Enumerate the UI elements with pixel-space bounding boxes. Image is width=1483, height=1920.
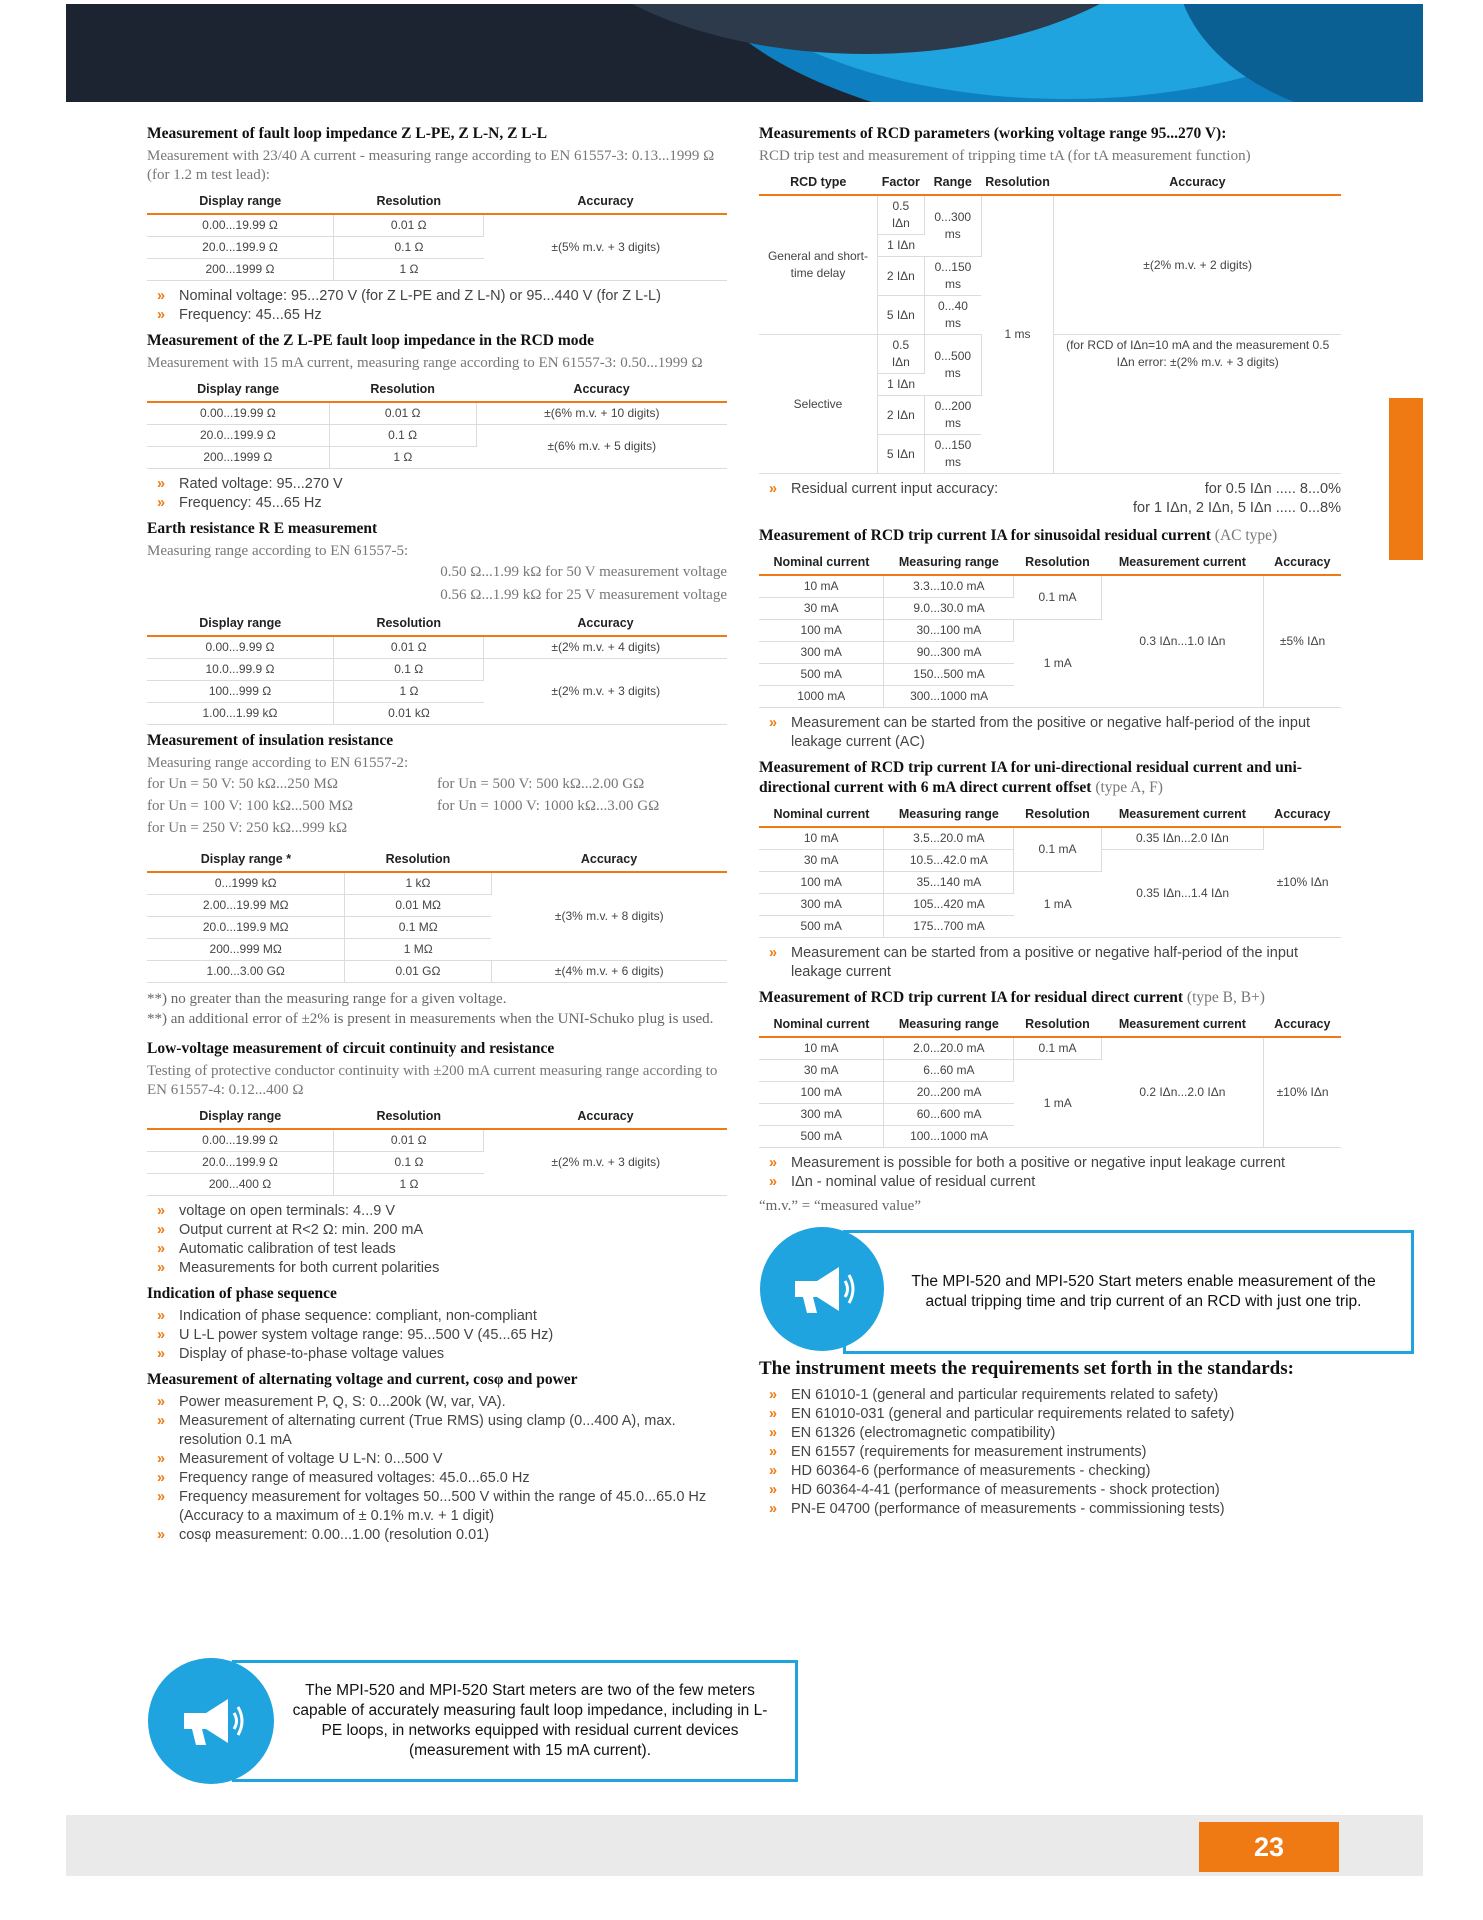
table-row: 20.0...199.9 Ω 0.1 Ω bbox=[147, 237, 727, 259]
rcd-a-table bbox=[759, 804, 1341, 938]
list-item: » Automatic calibration of test leads bbox=[147, 1240, 727, 1259]
list-item: » voltage on open terminals: 4...9 V bbox=[147, 1202, 727, 1221]
range-item: for Un = 1000 V: 1000 kΩ...3.00 GΩ bbox=[437, 798, 660, 814]
page-number: 23 bbox=[1199, 1822, 1339, 1872]
table-row: 500 mA 100...1000 mA bbox=[759, 1126, 1341, 1148]
table-header: Resolution bbox=[345, 849, 491, 872]
megaphone-icon bbox=[148, 1658, 274, 1784]
table-header: Accuracy bbox=[484, 1106, 727, 1129]
list-item: » EN 61557 (requirements for measurement instruments) bbox=[759, 1443, 1349, 1462]
section-title: Measurement of alternating voltage and current, cosφ and power bbox=[147, 1371, 578, 1388]
table-row: 10.0...99.9 Ω 0.1 Ω ±(2% m.v. + 3 digits) bbox=[147, 659, 727, 681]
table-row: 0.00...19.99 Ω 0.01 Ω ±(5% m.v. + 3 digits) bbox=[147, 214, 727, 237]
megaphone-icon bbox=[760, 1227, 884, 1351]
table-header: Accuracy bbox=[1264, 804, 1341, 827]
table-header: Display range * bbox=[147, 849, 345, 872]
bullet-list bbox=[147, 287, 727, 325]
list-item: » EN 61326 (electromagnetic compatibility) bbox=[759, 1424, 1349, 1443]
callout-box bbox=[843, 1230, 1414, 1354]
table-header: Resolution bbox=[1014, 1014, 1101, 1037]
bullet-list bbox=[147, 1307, 727, 1364]
rcd-time-table bbox=[759, 172, 1341, 474]
table-row: 10 mA 2.0...20.0 mA 0.1 mA 0.2 IΔn...2.0 IΔn ±10% IΔn bbox=[759, 1037, 1341, 1060]
table-header: Accuracy bbox=[491, 849, 727, 872]
list-item: » Indication of phase sequence: compliant, non-compliant bbox=[147, 1307, 727, 1326]
table-header: Display range bbox=[147, 191, 334, 214]
list-item: » EN 61010-1 (general and particular requirements related to safety) bbox=[759, 1386, 1349, 1405]
table-header: Resolution bbox=[1014, 552, 1101, 575]
list-item: » cosφ measurement: 0.00...1.00 (resolution 0.01) bbox=[147, 1526, 727, 1545]
table-header: Resolution bbox=[334, 1106, 484, 1129]
table-header: Resolution bbox=[334, 191, 484, 214]
table-row: 200...400 Ω 1 Ω bbox=[147, 1174, 727, 1196]
table-row: 100...999 Ω 1 Ω bbox=[147, 681, 727, 703]
table-row: 300 mA 90...300 mA bbox=[759, 642, 1341, 664]
table-header: Nominal current bbox=[759, 804, 884, 827]
insulation-ranges bbox=[147, 773, 727, 839]
footnote: **) no greater than the measuring range for a given voltage. bbox=[147, 991, 507, 1007]
section-title: Measurement of RCD trip current IA for uni-directional residual current and uni-directional current with 6 mA direct current offset (type A, F) bbox=[759, 759, 1302, 796]
residual-accuracy-2: for 1 IΔn, 2 IΔn, 5 IΔn ..... 0...8% bbox=[1133, 500, 1341, 516]
table-header: Resolution bbox=[329, 379, 476, 402]
list-item: » Measurements for both current polarities bbox=[147, 1259, 727, 1278]
callout-text: The MPI-520 and MPI-520 Start meters enable measurement of the actual tripping time and trip current of an RCD with just one trip. bbox=[911, 1273, 1376, 1310]
table-row: 2.00...19.99 MΩ 0.01 MΩ bbox=[147, 895, 727, 917]
table-header: Measuring range bbox=[884, 552, 1014, 575]
table-row: 10 mA 3.3...10.0 mA 0.1 mA 0.3 IΔn...1.0 IΔn ±5% IΔn bbox=[759, 575, 1341, 598]
range-item: for Un = 500 V: 500 kΩ...2.00 GΩ bbox=[437, 776, 645, 792]
list-item: » Frequency: 45...65 Hz bbox=[147, 494, 727, 513]
table-header: Measuring range bbox=[884, 804, 1014, 827]
list-item: » Nominal voltage: 95...270 V (for Z L-PE and Z L-N) or 95...440 V (for Z L-L) bbox=[147, 287, 727, 306]
section-description: Measurement with 15 mA current, measuring range according to EN 61557-3: 0.50...1999 Ω bbox=[147, 355, 703, 371]
list-item: » Frequency range of measured voltages: 45.0...65.0 Hz bbox=[147, 1469, 727, 1488]
bullet-list bbox=[147, 1393, 727, 1545]
range-line: 0.56 Ω...1.99 kΩ for 25 V measurement voltage bbox=[440, 587, 727, 603]
table-row: 30 mA 10.5...42.0 mA 0.35 IΔn...1.4 IΔn bbox=[759, 850, 1341, 872]
bullet-list bbox=[147, 475, 727, 513]
spec-table bbox=[147, 849, 727, 983]
table-row: 200...1999 Ω 1 Ω bbox=[147, 259, 727, 281]
table-row: 500 mA 175...700 mA bbox=[759, 916, 1341, 938]
table-header: Accuracy bbox=[476, 379, 727, 402]
bullet-list bbox=[147, 1202, 727, 1278]
table-row: 2 IΔn 0...150 ms bbox=[759, 257, 1341, 296]
table-header: Measurement current bbox=[1101, 804, 1264, 827]
list-item: » Rated voltage: 95...270 V bbox=[147, 475, 727, 494]
table-header: Nominal current bbox=[759, 1014, 884, 1037]
rcd-b-table bbox=[759, 1014, 1341, 1148]
list-item: » Frequency: 45...65 Hz bbox=[147, 306, 727, 325]
list-item: » Measurement can be started from the positive or negative half-period of the input leakage current (AC) bbox=[759, 714, 1341, 752]
range-item: for Un = 50 V: 50 kΩ...250 MΩ bbox=[147, 776, 339, 792]
list-item: » IΔn - nominal value of residual current bbox=[759, 1173, 1341, 1192]
list-item: » Power measurement P, Q, S: 0...200k (W, var, VA). bbox=[147, 1393, 727, 1412]
table-row: 1 IΔn bbox=[759, 374, 1341, 396]
banner-graphic bbox=[66, 4, 1423, 102]
table-header: Factor bbox=[877, 172, 924, 195]
table-row: 20.0...199.9 Ω 0.1 Ω bbox=[147, 1152, 727, 1174]
section-title: Measurement of RCD trip current IA for sinusoidal residual current (AC type) bbox=[759, 527, 1278, 544]
table-row: Selective 0.5 IΔn 0...500 ms (for RCD of IΔn=10 mA and the measurement 0.5 IΔn error: ±(2% m.v. + 3 digits) bbox=[759, 335, 1341, 374]
list-item: » HD 60364-6 (performance of measurements - checking) bbox=[759, 1462, 1349, 1481]
section-description: RCD trip test and measurement of tripping time tA (for tA measurement function) bbox=[759, 148, 1251, 164]
table-row: 1000 mA 300...1000 mA bbox=[759, 686, 1341, 708]
table-header: Accuracy bbox=[1264, 1014, 1341, 1037]
table-row: 100 mA 20...200 mA bbox=[759, 1082, 1341, 1104]
table-row: 1.00...1.99 kΩ 0.01 kΩ bbox=[147, 703, 727, 725]
table-header: Accuracy bbox=[484, 613, 727, 636]
table-header: Accuracy bbox=[1264, 552, 1341, 575]
table-row: 1 IΔn bbox=[759, 235, 1341, 257]
table-row: 500 mA 150...500 mA bbox=[759, 664, 1341, 686]
right-column bbox=[759, 118, 1341, 1216]
table-row: 1.00...3.00 GΩ 0.01 GΩ ±(4% m.v. + 6 digits) bbox=[147, 961, 727, 983]
list-item: » Measurement is possible for both a positive or negative input leakage current bbox=[759, 1154, 1341, 1173]
table-row: 300 mA 60...600 mA bbox=[759, 1104, 1341, 1126]
table-header: Accuracy bbox=[484, 191, 727, 214]
spec-table bbox=[147, 379, 727, 469]
table-row: 10 mA 3.5...20.0 mA 0.1 mA 0.35 IΔn...2.0 IΔn ±10% IΔn bbox=[759, 827, 1341, 850]
table-row: 0.00...19.99 Ω 0.01 Ω ±(2% m.v. + 3 digits) bbox=[147, 1129, 727, 1152]
section-description: Measuring range according to EN 61557-5: bbox=[147, 543, 409, 559]
table-row: 30 mA 6...60 mA 1 mA bbox=[759, 1060, 1341, 1082]
table-row: 100 mA 30...100 mA 1 mA bbox=[759, 620, 1341, 642]
table-header: Display range bbox=[147, 379, 329, 402]
list-item: » Display of phase-to-phase voltage values bbox=[147, 1345, 727, 1364]
table-row: 300 mA 105...420 mA bbox=[759, 894, 1341, 916]
callout-box bbox=[232, 1660, 798, 1782]
list-item: » HD 60364-4-41 (performance of measurements - shock protection) bbox=[759, 1481, 1349, 1500]
table-row: 0.00...19.99 Ω 0.01 Ω ±(6% m.v. + 10 digits) bbox=[147, 402, 727, 425]
list-item: » Measurement can be started from a positive or negative half-period of the input leakage current bbox=[759, 944, 1341, 982]
range-item: for Un = 250 V: 250 kΩ...999 kΩ bbox=[147, 820, 348, 836]
table-header: Display range bbox=[147, 1106, 334, 1129]
mv-note: “m.v.” = “measured value” bbox=[759, 1198, 921, 1214]
bullet-list bbox=[759, 714, 1341, 752]
table-header: Nominal current bbox=[759, 552, 884, 575]
table-row: 20.0...199.9 Ω 0.1 Ω ±(6% m.v. + 5 digits) bbox=[147, 425, 727, 447]
list-item: » Frequency measurement for voltages 50...500 V within the range of 45.0...65.0 Hz (Accuracy to a maximum of ± 0.1% m.v. + 1 digit) bbox=[147, 1488, 727, 1526]
table-header: Accuracy bbox=[1054, 172, 1341, 195]
range-item bbox=[437, 817, 727, 839]
table-row: 200...999 MΩ 1 MΩ bbox=[147, 939, 727, 961]
standards-section bbox=[759, 1358, 1349, 1523]
bullet-list bbox=[759, 1154, 1341, 1192]
table-row: General and short-time delay 0.5 IΔn 0...300 ms 1 ms ±(2% m.v. + 2 digits) bbox=[759, 195, 1341, 235]
table-header: Display range bbox=[147, 613, 334, 636]
table-row: 0.00...9.99 Ω 0.01 Ω ±(2% m.v. + 4 digits) bbox=[147, 636, 727, 659]
list-item: » Output current at R<2 Ω: min. 200 mA bbox=[147, 1221, 727, 1240]
list-item: » EN 61010-031 (general and particular requirements related to safety) bbox=[759, 1405, 1349, 1424]
section-title: Indication of phase sequence bbox=[147, 1285, 337, 1302]
left-column bbox=[147, 118, 727, 1549]
table-row: 5 IΔn 0...150 ms bbox=[759, 435, 1341, 474]
table-row: 20.0...199.9 MΩ 0.1 MΩ bbox=[147, 917, 727, 939]
table-row: 2 IΔn 0...200 ms bbox=[759, 396, 1341, 435]
table-row: 100 mA 35...140 mA 1 mA bbox=[759, 872, 1341, 894]
list-item: » Measurement of alternating current (True RMS) using clamp (0...400 A), max. resolution 0.1 mA bbox=[147, 1412, 727, 1450]
table-header: Resolution bbox=[981, 172, 1054, 195]
section-title: Measurement of the Z L-PE fault loop impedance in the RCD mode bbox=[147, 332, 595, 349]
side-tab bbox=[1389, 398, 1423, 560]
section-description: Measurement with 23/40 A current - measuring range according to EN 61557-3: 0.13...1999 Ω (for 1.2 m test lead): bbox=[147, 148, 715, 183]
table-row: 0...1999 kΩ 1 kΩ ±(3% m.v. + 8 digits) bbox=[147, 872, 727, 895]
section-description: Testing of protective conductor continuity with ±200 mA current measuring range according to EN 61557-4: 0.12...400 Ω bbox=[147, 1063, 718, 1098]
standards-title: The instrument meets the requirements set forth in the standards: bbox=[759, 1358, 1294, 1379]
table-row: 30 mA 9.0...30.0 mA bbox=[759, 598, 1341, 620]
section-description: Measuring range according to EN 61557-2: bbox=[147, 755, 409, 771]
table-header: Range bbox=[924, 172, 981, 195]
range-item: for Un = 100 V: 100 kΩ...500 MΩ bbox=[147, 798, 354, 814]
spec-table bbox=[147, 1106, 727, 1196]
table-header: Measuring range bbox=[884, 1014, 1014, 1037]
table-header: RCD type bbox=[759, 172, 877, 195]
list-item: » PN-E 04700 (performance of measurements - commissioning tests) bbox=[759, 1500, 1349, 1519]
footnote: **) an additional error of ±2% is present in measurements when the UNI-Schuko plug is used. bbox=[147, 1011, 714, 1027]
table-header: Resolution bbox=[334, 613, 484, 636]
bullet-list bbox=[759, 944, 1341, 982]
rcd-ac-table bbox=[759, 552, 1341, 708]
table-header: Measurement current bbox=[1101, 1014, 1264, 1037]
callout-text: The MPI-520 and MPI-520 Start meters are two of the few meters capable of accurately measuring fault loop impedance, including in L-PE loops, in networks equipped with residual current devices (measurement with 15 mA current). bbox=[292, 1682, 768, 1759]
header-banner bbox=[66, 4, 1423, 102]
spec-table bbox=[147, 613, 727, 725]
table-header: Measurement current bbox=[1101, 552, 1264, 575]
list-item: » Measurement of voltage U L-N: 0...500 V bbox=[147, 1450, 727, 1469]
list-item: » U L-L power system voltage range: 95...500 V (45...65 Hz) bbox=[147, 1326, 727, 1345]
section-title: Measurement of insulation resistance bbox=[147, 732, 394, 749]
standards-list bbox=[759, 1386, 1349, 1519]
section-title: Earth resistance R E measurement bbox=[147, 520, 378, 537]
section-title: Measurements of RCD parameters (working voltage range 95...270 V): bbox=[759, 125, 1227, 142]
section-title: Low-voltage measurement of circuit continuity and resistance bbox=[147, 1040, 555, 1057]
residual-accuracy: » Residual current input accuracy: for 0.5 IΔn ..... 8...0% bbox=[759, 480, 1341, 499]
section-title: Measurement of RCD trip current IA for residual direct current (type B, B+) bbox=[759, 989, 1265, 1006]
section-title: Measurement of fault loop impedance Z L-PE, Z L-N, Z L-L bbox=[147, 125, 548, 142]
table-header: Resolution bbox=[1014, 804, 1101, 827]
table-row: 5 IΔn 0...40 ms bbox=[759, 296, 1341, 335]
table-row: 200...1999 Ω 1 Ω bbox=[147, 447, 727, 469]
spec-table bbox=[147, 191, 727, 281]
range-line: 0.50 Ω...1.99 kΩ for 50 V measurement voltage bbox=[440, 564, 727, 580]
